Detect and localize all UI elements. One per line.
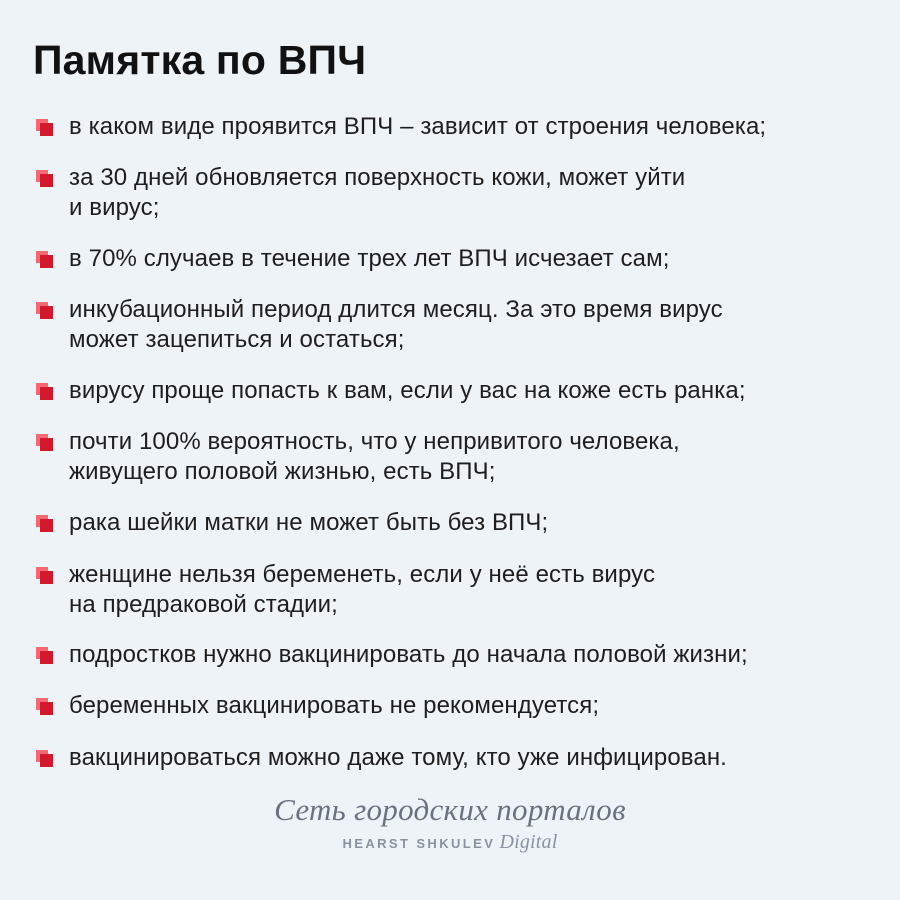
list-item-text: может зацепиться и остаться; [69, 326, 405, 353]
list-item-text: вакцинироваться можно даже тому, кто уже инфицирован. [69, 744, 727, 771]
list-item-text: вирусу проще попасть к вам, если у вас на коже есть ранка; [69, 377, 746, 404]
square-bullet-icon [36, 170, 53, 187]
list-item [69, 376, 884, 406]
square-bullet-icon [36, 119, 53, 136]
square-bullet-icon [36, 434, 53, 451]
list-item-text: и вирус; [69, 194, 160, 221]
square-bullet-icon [36, 251, 53, 268]
list-item [69, 640, 884, 670]
list-item [69, 743, 884, 773]
square-bullet-icon [36, 698, 53, 715]
list-item [69, 508, 884, 538]
list-item-text: за 30 дней обновляется поверхность кожи, может уйти [69, 164, 686, 191]
list-item-text: рака шейки матки не может быть без ВПЧ; [69, 509, 549, 536]
list-item-text: женщине нельзя беременеть, если у неё есть вирус [69, 561, 656, 588]
list-item [69, 691, 884, 721]
square-bullet-icon [36, 567, 53, 584]
list-item-text: в каком виде проявится ВПЧ – зависит от строения человека; [69, 113, 767, 140]
list-item [69, 112, 884, 142]
square-bullet-icon [36, 515, 53, 532]
list-item [69, 244, 884, 274]
list-item-text: в 70% случаев в течение трех лет ВПЧ исчезает сам; [69, 245, 670, 272]
list-item-text: на предраковой стадии; [69, 591, 338, 618]
list-item-text: почти 100% вероятность, что у непривитого человека, [69, 428, 680, 455]
list-item [69, 163, 884, 223]
list-item-text: подростков нужно вакцинировать до начала половой жизни; [69, 641, 748, 668]
list-item-text: живущего половой жизнью, есть ВПЧ; [69, 458, 496, 485]
list-item [69, 295, 884, 355]
list-item-text: инкубационный период длится месяц. За это время вирус [69, 296, 723, 323]
square-bullet-icon [36, 302, 53, 319]
list-item [69, 427, 884, 487]
brand-logo [0, 832, 900, 854]
publisher-footer [0, 790, 900, 854]
square-bullet-icon [36, 383, 53, 400]
page-title: Памятка по ВПЧ [33, 37, 367, 83]
list-item [69, 560, 884, 620]
square-bullet-icon [36, 647, 53, 664]
square-bullet-icon [36, 750, 53, 767]
list-item-text: беременных вакцинировать не рекомендуется; [69, 692, 600, 719]
brand-name: HEARST SHKULEV [342, 836, 496, 851]
brand-suffix: Digital [499, 831, 558, 853]
network-name: Сеть городских порталов [274, 792, 626, 827]
